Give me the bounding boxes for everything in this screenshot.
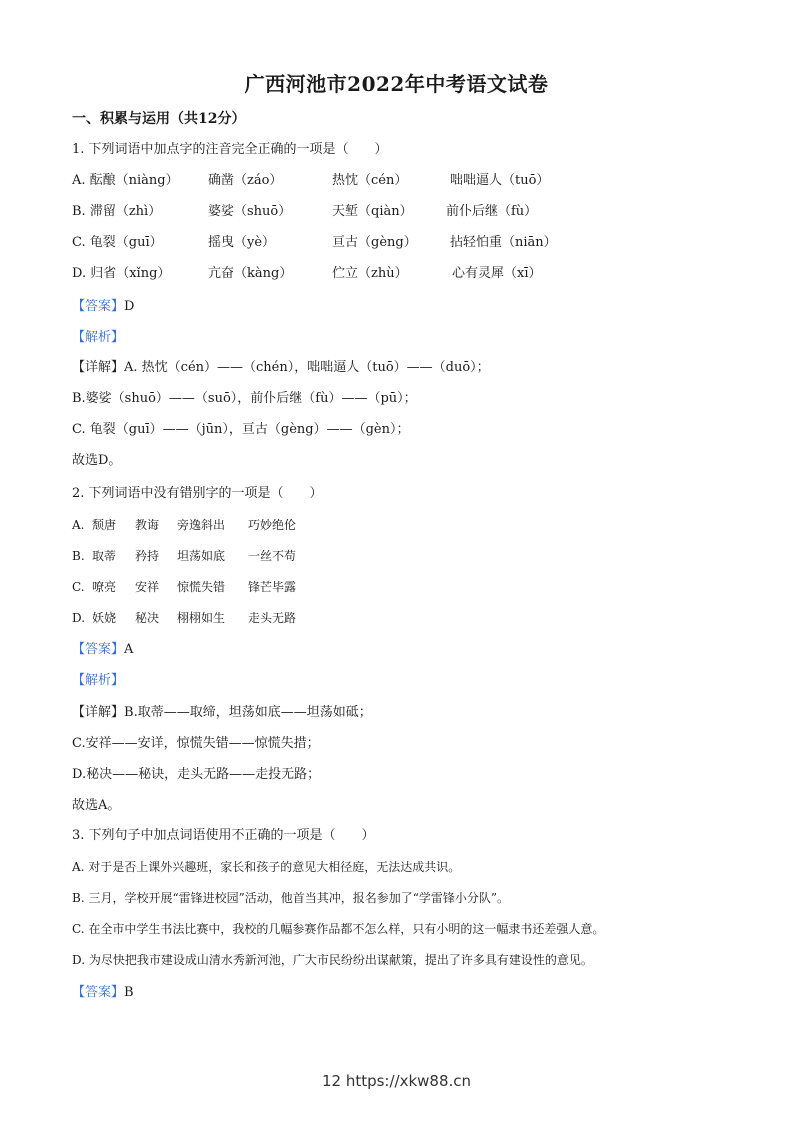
- q2-c-2: 安祥: [135, 580, 160, 594]
- q2-b-1: 取蒂: [92, 549, 117, 563]
- q1-d-3: 伫立（zhù）: [332, 266, 408, 281]
- q2-c-3: 惊慌失错: [177, 580, 226, 594]
- answer-value: D: [124, 299, 135, 314]
- q1-a-2: 确凿（záo）: [208, 173, 283, 188]
- answer-value: A: [124, 642, 134, 657]
- q2-analysis-label: 【解析】: [72, 673, 125, 688]
- q2-c-4: 锋芒毕露: [248, 580, 297, 594]
- answer-label: 【答案】: [72, 299, 125, 314]
- q2-detail-3: D.秘决——秘诀，走头无路——走投无路；: [72, 767, 321, 782]
- page-title: 广西河池市2022年中考语文试卷: [244, 72, 549, 96]
- q1-detail-2: B.婆娑（shuō）——（suō），前仆后继（fù）——（pū）；: [72, 391, 417, 406]
- q2-c-letter: C.: [72, 580, 85, 594]
- q1-detail-3: C. 龟裂（guī）——（jūn），亘古（gèng）——（gèn）；: [72, 422, 410, 437]
- q2-b-2: 矜持: [135, 549, 160, 563]
- q1-stem: 1. 下列词语中加点字的注音完全正确的一项是（ ）: [72, 142, 388, 157]
- q1-detail-4: 故选D。: [72, 453, 122, 468]
- q3-stem: 3. 下列句子中加点词语使用不正确的一项是（ ）: [72, 828, 375, 843]
- q1-a-1: A. 酝酿（niàng）: [72, 173, 179, 188]
- q3-option-b: B. 三月，学校开展“雷锋进校园”活动，他首当其冲，报名参加了“学雷锋小分队”。: [72, 891, 509, 905]
- q3-option-a: A. 对于是否上课外兴趣班，家长和孩子的意见大相径庭，无法达成共识。: [72, 860, 461, 874]
- q1-c-3: 亘古（gèng）: [332, 235, 417, 250]
- detail-text: B.取蒂——取缔，坦荡如底——坦荡如砥；: [124, 705, 372, 720]
- q1-b-1: B. 滞留（zhì）: [72, 204, 162, 219]
- q2-a-2: 教诲: [135, 518, 160, 532]
- page-footer: 12 https://xkw88.cn: [321, 1072, 472, 1090]
- q1-b-3: 天堑（qiàn）: [332, 204, 413, 219]
- q2-d-4: 走头无路: [248, 611, 297, 625]
- q1-answer: [72, 298, 134, 316]
- q2-answer: [72, 641, 133, 659]
- q2-b-4: 一丝不苟: [248, 549, 297, 563]
- detail-label: 【详解】: [72, 360, 125, 375]
- detail-label: 【详解】: [72, 705, 125, 720]
- q2-stem: 2. 下列词语中没有错别字的一项是（ ）: [72, 486, 323, 501]
- q2-a-1: 颓唐: [92, 518, 117, 532]
- q1-c-1: C. 龟裂（guī）: [72, 235, 163, 250]
- q1-a-4: 咄咄逼人（tuō）: [450, 173, 550, 188]
- q1-d-1: D. 归省（xǐng）: [72, 266, 171, 281]
- q1-b-2: 婆娑（shuō）: [208, 204, 292, 219]
- q2-a-letter: A.: [72, 518, 85, 532]
- section-heading: 一、积累与运用（共12分）: [72, 111, 246, 127]
- answer-label: 【答案】: [72, 642, 125, 657]
- q1-a-3: 热忱（cén）: [332, 173, 408, 188]
- q2-b-letter: B.: [72, 549, 85, 563]
- q1-b-4: 前仆后继（fù）: [446, 204, 538, 219]
- q2-d-2: 秘决: [135, 611, 160, 625]
- q1-c-4: 拈轻怕重（niān）: [450, 235, 557, 250]
- q3-option-d: D. 为尽快把我市建设成山清水秀新河池，广大市民纷纷出谋献策，提出了许多具有建设性的意见。: [72, 953, 593, 967]
- q2-detail-1: [72, 704, 372, 722]
- q2-detail-4: 故选A。: [72, 798, 121, 813]
- answer-label: 【答案】: [72, 985, 125, 1000]
- q2-d-1: 妖娆: [92, 611, 117, 625]
- q2-c-1: 嘹亮: [92, 580, 117, 594]
- q3-option-c: C. 在全市中学生书法比赛中，我校的几幅参赛作品都不怎么样，只有小明的这一幅隶书还差强人意。: [72, 922, 605, 936]
- detail-text: A. 热忱（cén）——（chén），咄咄逼人（tuō）——（duō）；: [124, 360, 490, 375]
- q1-d-4: 心有灵犀（xī）: [452, 266, 542, 281]
- q1-c-2: 摇曳（yè）: [208, 235, 276, 250]
- answer-value: B: [124, 985, 134, 1000]
- q1-analysis-label: 【解析】: [72, 330, 125, 345]
- q2-d-letter: D.: [72, 611, 86, 625]
- q2-a-4: 巧妙绝伦: [248, 518, 297, 532]
- q2-b-3: 坦荡如底: [177, 549, 226, 563]
- q2-detail-2: C.安祥——安详，惊慌失错——惊慌失措；: [72, 736, 320, 751]
- q2-d-3: 栩栩如生: [177, 611, 226, 625]
- q3-answer: [72, 984, 134, 1002]
- q1-detail-1: [72, 359, 490, 377]
- q1-d-2: 亢奋（kàng）: [208, 266, 293, 281]
- q2-a-3: 旁逸斜出: [177, 518, 226, 532]
